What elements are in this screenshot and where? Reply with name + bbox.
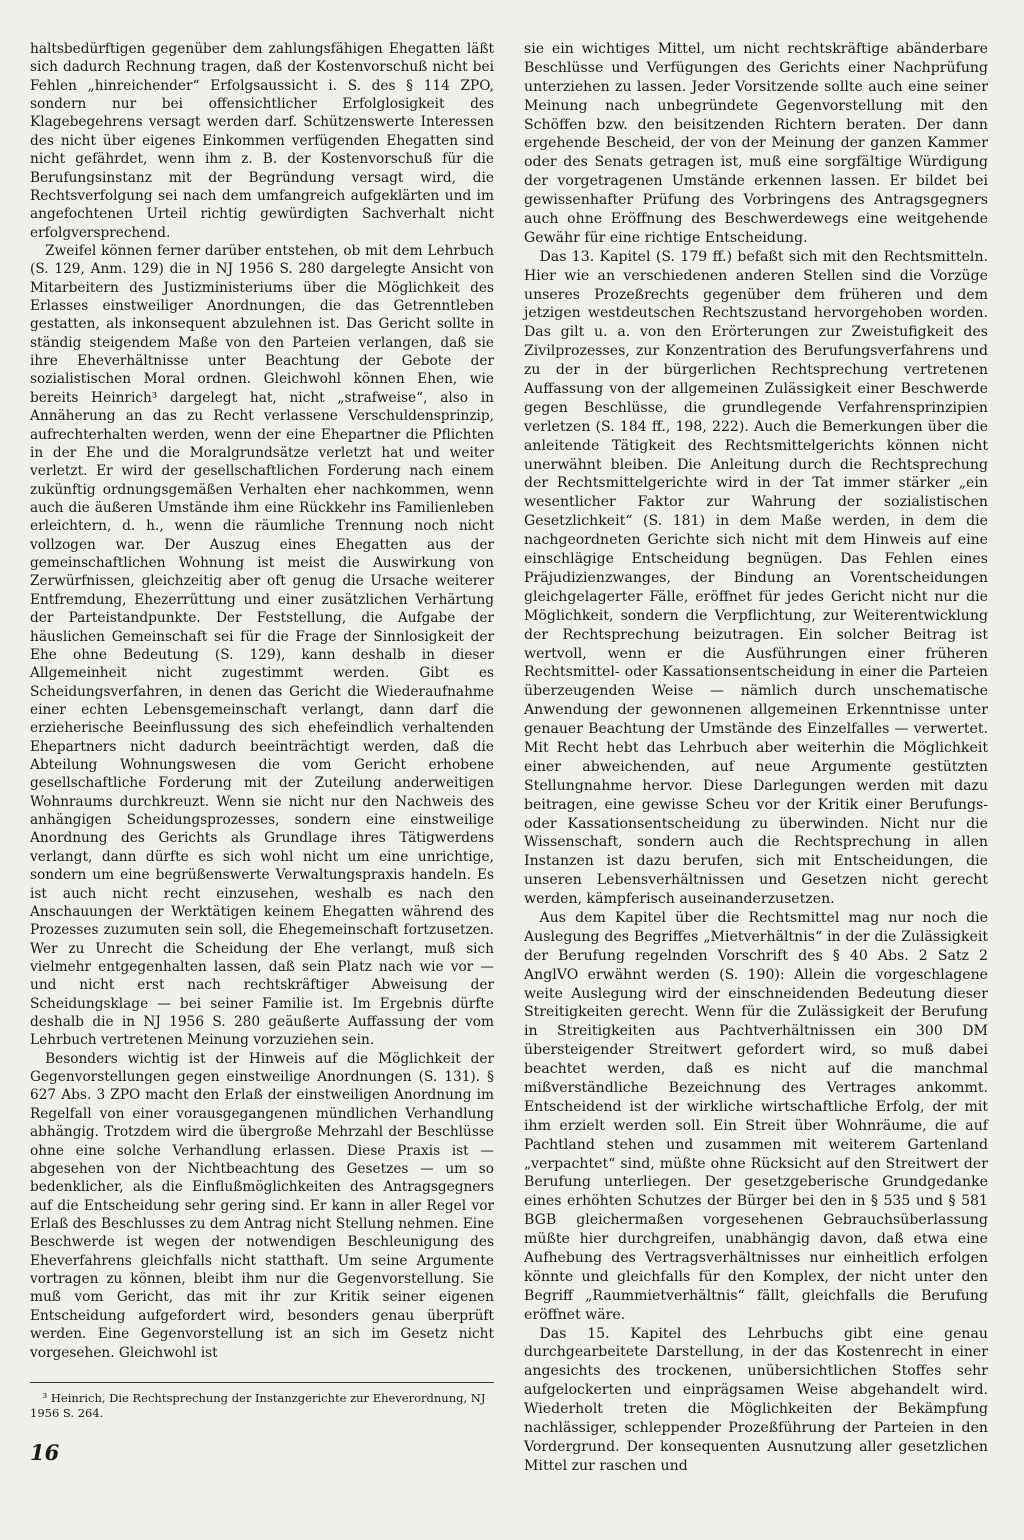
paragraph: Zweifel können ferner darüber entstehen, ob mit dem Lehrbuch (S. 129, Anm. 129) die in NJ 1956 S. 280 dargelegte Ansicht von Mitarbeitern des Justizministeriums über die Möglichkeit des Erlasses einstweiliger Anordnungen, die das Getrenntleben gestatten, als inkonsequent abzulehnen ist. Das Gericht sollte in ständig steigendem Maße von den Parteien verlangen, daß sie ihre Eheverhältnisse unter Beachtung der Gebote der sozialistischen Moral ordnen. Gleichwohl können Ehen, wie bereits Heinrich³ dargelegt hat, nicht „strafweise“, also in Annäherung an das zu Recht verlassene Verschuldensprinzip, aufrechterhalten werden, wenn der eine Ehepartner die Pflichten in der Ehe und die Moralgrundsätze verletzt hat und weiter verletzt. Er wird der gesellschaftlichen Forderung nach einem zukünftig ordnungsgemäßen Verhalten eher nachkommen, wenn auch die äußeren Umstände ihm eine Rückkehr ins Familienleben erleichtern, d. h., wenn die räumliche Trennung noch nicht vollzogen war. Der Auszug eines Ehegatten aus der gemeinschaftlichen Wohnung ist meist die Auswirkung von Zerwürfnissen, gleichzeitig aber oft genug die Ursache weiterer Entfremdung, Ehezerrüttung und einer zusätzlichen Verhärtung der Parteistandpunkte. Der Feststellung, die Aufgabe der häuslichen Gemeinschaft sei für die Frage der Sinnlosigkeit der Ehe ohne Bedeutung (S. 129), kann deshalb in dieser Allgemeinheit nicht zugestimmt werden. Gibt es Scheidungsverfahren, in denen das Gericht die Wiederaufnahme einer echten Lebensgemeinschaft verlangt, dann darf die erzieherische Beeinflussung des sich ehefeindlich verhaltenden Ehepartners nicht dadurch beeinträchtigt werden, daß die Abteilung Wohnungswesen die vom Gericht erhobene gesellschaftliche Forderung mit der Zuteilung anderweitigen Wohnraums durchkreuzt. Wenn sie nicht nur den Nachweis des anhängigen Scheidungsprozesses, sondern eine einstweilige Anordnung des Gerichts als Grundlage ihres Tätigwerdens verlangt, dann dürfte es sich wohl nicht um eine unrichtige, sondern um eine begrüßenswerte Verwaltungspraxis handeln. Es ist auch nicht recht einzusehen, weshalb es nach den Anschauungen der Werktätigen keinem Ehegatten während des Prozesses zuzumuten sein soll, die Ehegemeinschaft fortzusetzen. Wer zu Unrecht die Scheidung der Ehe verlangt, muß sich vielmehr entgegenhalten lassen, daß sein Platz nach wie vor — und nicht erst nach rechtskräftiger Abweisung der Scheidungsklage — bei seiner Familie ist. Im Ergebnis dürfte deshalb die in NJ 1956 S. 280 geäußerte Auffassung der vom Lehrbuch vertretenen Meinung vorzuziehen sein.: [30, 242, 494, 1049]
right-column: [524, 40, 988, 1476]
left-column: [30, 40, 494, 1362]
paragraph: Das 13. Kapitel (S. 179 ff.) befaßt sich mit den Rechtsmitteln. Hier wie an verschiedenen anderen Stellen sind die Vorzüge unseres Prozeßrechts gegenüber dem früheren und dem jetzigen westdeutschen Rechtszustand hervorgehoben worden. Das gilt u. a. von den Erörterungen zur Zweistufigkeit des Zivilprozesses, zur Konzentration des Berufungsverfahrens und zu der in der bürgerlichen Rechtsprechung vertretenen Auffassung von der allgemeinen Zulässigkeit einer Beschwerde gegen Beschlüsse, die grundlegende Verfahrensprinzipien verletzen (S. 184 ff., 198, 222). Auch die Bemerkungen über die anleitende Tätigkeit des Rechtsmittelgerichts können nicht unerwähnt bleiben. Die Anleitung durch die Rechtsprechung der Rechtsmittelgerichte wird in der Tat immer stärker „ein wesentlicher Faktor zur Wahrung der sozialistischen Gesetzlichkeit“ (S. 181) in dem Maße werden, in dem die nachgeordneten Gerichte sich nicht mit dem Hinweis auf eine einschlägige Entscheidung begnügen. Das Fehlen eines Präjudizienzwanges, der Bindung an Vorentscheidungen gleichgelagerter Fälle, eröffnet für jedes Gericht nicht nur die Möglichkeit, sondern die Verpflichtung, zur Weiterentwicklung der Rechtsprechung beizutragen. Ein solcher Beitrag ist wertvoll, wenn er die Ausführungen einer früheren Rechtsmittel- oder Kassationsentscheidung in einer die Parteien überzeugenden Weise — nämlich durch unschematische Anwendung der gewonnenen allgemeinen Erkenntnisse unter genauer Beachtung der Umstände des Einzelfalles — verwertet. Mit Recht hebt das Lehrbuch aber weiterhin die Möglichkeit einer abweichenden, auf neue Argumente gestützten Stellungnahme hervor. Diese Darlegungen werden mit dazu beitragen, eine gewisse Scheu vor der Kritik einer Berufungs- oder Kassationsentscheidung zu überwinden. Nicht nur die Wissenschaft, sondern auch die Rechtsprechung in allen Instanzen ist dazu berufen, sich mit Entscheidungen, die unseren Lebensverhältnissen und Gesetzen nicht gerecht werden, kämpferisch auseinanderzusetzen.: [524, 248, 988, 908]
paragraph: Besonders wichtig ist der Hinweis auf die Möglichkeit der Gegenvorstellungen gegen einstweilige Anordnungen (S. 131). § 627 Abs. 3 ZPO macht den Erlaß der einstweiligen Anordnung im Regelfall von einer vorausgegangenen mündlichen Verhandlung abhängig. Trotzdem wird die übergroße Mehrzahl der Beschlüsse ohne eine solche Verhandlung erlassen. Diese Praxis ist — abgesehen von der Nichtbeachtung des Gesetzes — um so bedenklicher, als die Einflußmöglichkeiten des Antragsgegners auf die Entscheidung sehr gering sind. Er kann in aller Regel vor Erlaß des Beschlusses zu dem Antrag nicht Stellung nehmen. Eine Beschwerde ist wegen der notwendigen Beschleunigung des Eheverfahrens gleichfalls nicht statthaft. Um seine Argumente vortragen zu können, bleibt ihm nur die Gegenvorstellung. Sie muß vom Gericht, das mit ihr zur Kritik seiner eigenen Entscheidung aufgefordert wird, besonders genau überprüft werden. Eine Gegenvorstellung ist an sich im Gesetz nicht vorgesehen. Gleichwohl ist: [30, 1050, 494, 1361]
paragraph: sie ein wichtiges Mittel, um nicht rechtskräftige abänderbare Beschlüsse und Verfügungen des Gerichts einer Nachprüfung unterziehen zu lassen. Jeder Vorsitzende sollte auch eine seiner Meinung nach unbegründete Gegenvorstellung mit den Schöffen bzw. den beisitzenden Richtern beraten. Der dann ergehende Bescheid, der von der Meinung der ganzen Kammer oder des Senats getragen ist, muß eine sorgfältige Würdigung der vorgetragenen Umstände erkennen lassen. Er bildet bei gewissenhafter Prüfung des Vorbringens des Antragsgegners auch ohne Eröffnung des Beschwerdewegs eine weitgehende Gewähr für eine richtige Entscheidung.: [524, 41, 988, 246]
page-number: 16: [30, 1440, 60, 1465]
paragraph: haltsbedürftigen gegenüber dem zahlungsfähigen Ehegatten läßt sich dadurch Rechnung tragen, daß der Kostenvorschuß nicht bei Fehlen „hinreichender“ Erfolgsaussicht i. S. des § 114 ZPO, sondern nur bei offensichtlicher Erfolglosigkeit des Klagebegehrens versagt werden darf. Schützenswerte Interessen des nicht über eigenes Einkommen verfügenden Ehegatten sind nicht gefährdet, wenn ihm z. B. der Kostenvorschuß für die Berufungsinstanz mit der Begründung versagt wird, die Rechtsverfolgung sei nach dem umfangreich aufgeklärten und im angefochtenen Urteil richtig gewürdigten Sachverhalt nicht erfolgversprechend.: [30, 41, 494, 241]
footnotes: [30, 1382, 494, 1421]
paragraph: Aus dem Kapitel über die Rechtsmittel mag nur noch die Auslegung des Begriffes „Mietverhältnis“ in der die Zulässigkeit der Berufung regelnden Vorschrift des § 40 Abs. 2 Satz 2 AnglVO erwähnt werden (S. 190): Allein die vorgeschlagene weite Auslegung wird der einschneidenden Bedeutung dieser Streitigkeiten gerecht. Wenn für die Zulässigkeit der Berufung in Streitigkeiten aus Pachtverhältnissen ein 300 DM übersteigender Streitwert gefordert wird, so muß dabei beachtet werden, daß es nicht auf die manchmal mißverständliche Bezeichnung des Vertrages ankommt. Entscheidend ist der wirkliche wirtschaftliche Erfolg, der mit ihm erzielt werden soll. Ein Streit über Wohnräume, die auf Pachtland stehen und zusammen mit weiterem Gartenland „verpachtet“ sind, müßte ohne Rücksicht auf den Streitwert der Berufung unterliegen. Der gesetzgeberische Grundgedanke eines erhöhten Schutzes der Bürger bei den in § 535 und § 581 BGB gleichermaßen vorgesehenen Gebrauchsüberlassung müßte hier durchgreifen, unabhängig davon, daß etwa eine Aufhebung des Vertragsverhältnisses nur einheitlich erfolgen könnte und gleichfalls für den Komplex, der nicht unter den Begriff „Raummietverhältnis“ fällt, gleichfalls die Berufung eröffnet wäre.: [524, 909, 988, 1323]
paragraph: Das 15. Kapitel des Lehrbuchs gibt eine genau durchgearbeitete Darstellung, in der das Kostenrecht in einer angesichts des trockenen, unübersichtlichen Stoffes sehr aufgelockerten und einprägsamen Weise abgehandelt wird. Wiederholt treten die Möglichkeiten der Bekämpfung nachlässiger, schleppender Prozeßführung der Parteien in den Vordergrund. Der konsequenten Ausnutzung aller gesetzlichen Mittel zur raschen und: [524, 1325, 988, 1474]
footnote: ³ Heinrich, Die Rechtsprechung der Instanzgerichte zur Eheverordnung, NJ 1956 S. 264.: [30, 1391, 486, 1420]
